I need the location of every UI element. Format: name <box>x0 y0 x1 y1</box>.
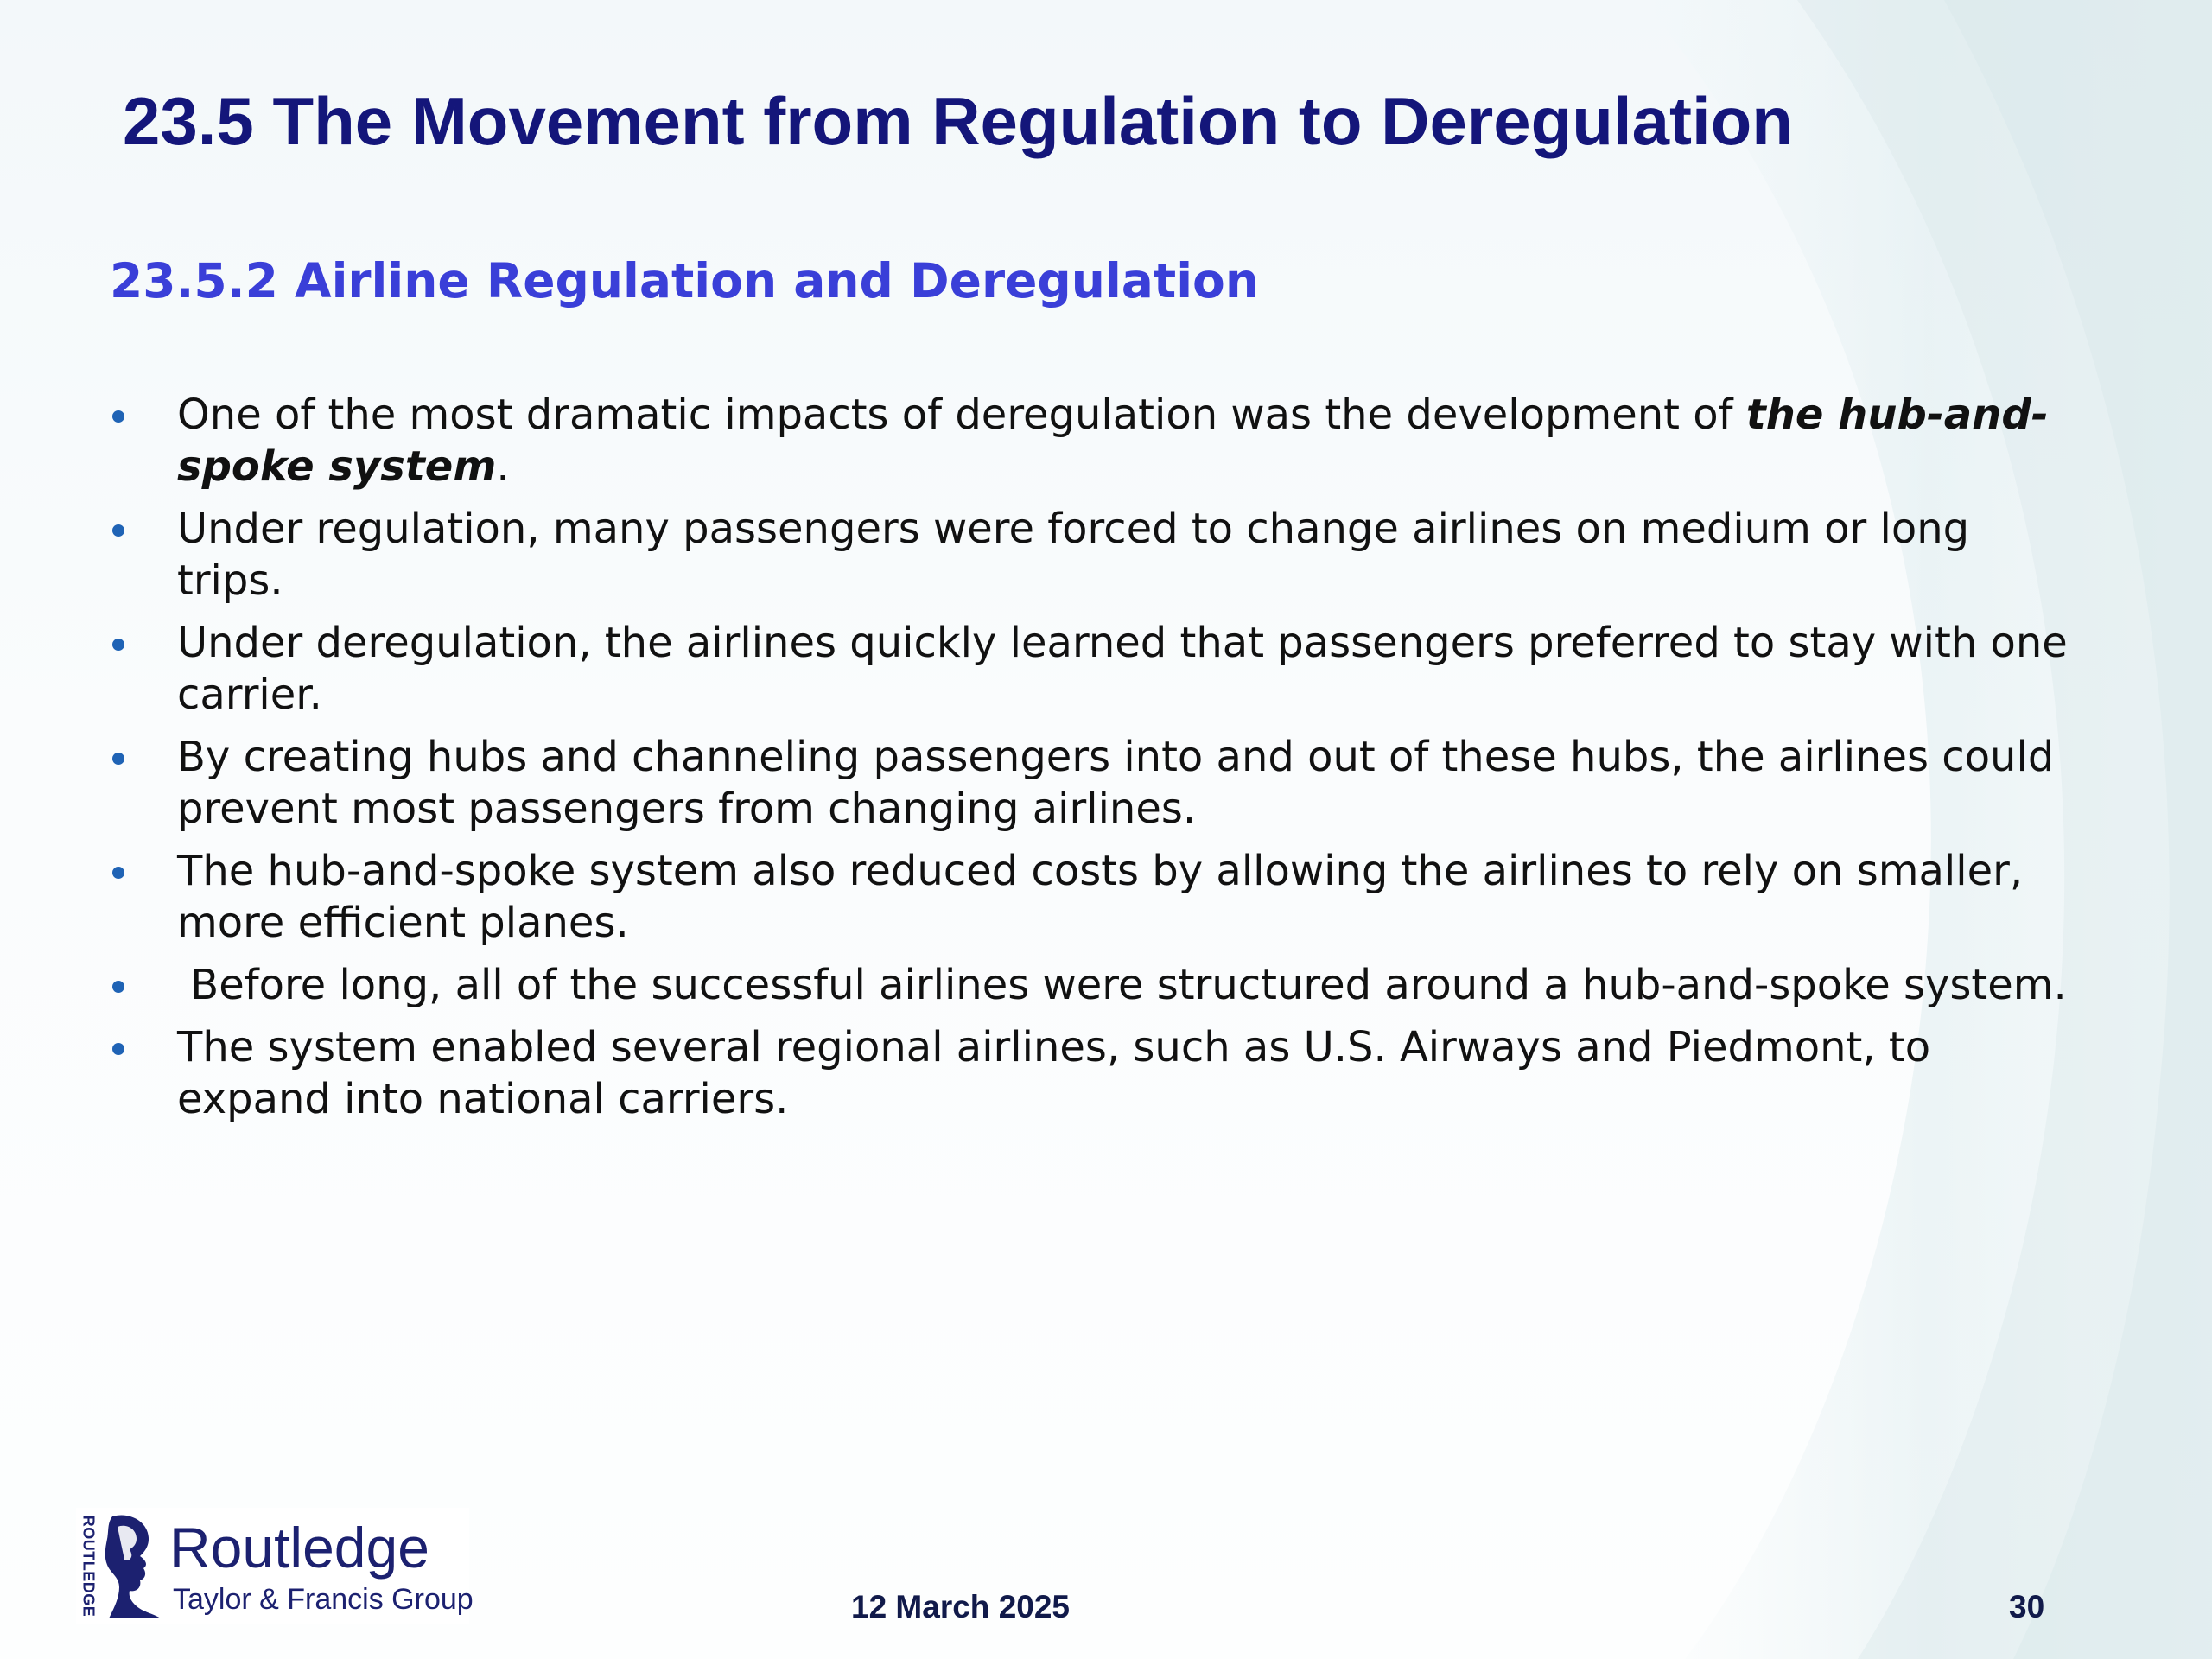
bullet-dot-icon <box>112 867 124 879</box>
bullet-dot-icon <box>112 753 124 765</box>
bullet-item <box>110 959 2080 1011</box>
bullet-text-end: . <box>496 442 510 491</box>
slide-number: 30 <box>2009 1589 2045 1624</box>
routledge-logo <box>76 1508 474 1624</box>
bullet-text: The hub-and-spoke system also reduced costs by allowing the airlines to rely on smaller, more efficient planes. <box>177 847 2024 947</box>
profile-head-icon <box>100 1513 161 1621</box>
bullet-dot-icon <box>112 981 124 993</box>
bullet-text: Before long, all of the successful airlines were structured around a hub-and-spoke system. <box>177 961 2067 1009</box>
slide-title: 23.5 The Movement from Regulation to Deregulation <box>123 83 1793 159</box>
bullet-item <box>110 731 2080 835</box>
bullet-item <box>110 617 2080 721</box>
bullet-item <box>110 389 2080 493</box>
slide-date: 12 March 2025 <box>851 1589 1071 1624</box>
logo-side-label: ROUTLEDGE <box>79 1515 98 1618</box>
bullet-item <box>110 503 2080 607</box>
bullet-dot-icon <box>112 639 124 651</box>
bullet-text: Under deregulation, the airlines quickly learned that passengers preferred to stay with one carrier. <box>177 619 2068 719</box>
section-subtitle: 23.5.2 Airline Regulation and Deregulation <box>110 253 1259 308</box>
bullet-text: One of the most dramatic impacts of deregulation was the development of <box>177 391 1746 439</box>
bullet-emphasis: the hub-and-spoke system <box>177 391 2049 491</box>
bullet-dot-icon <box>112 524 124 537</box>
bullet-text: The system enabled several regional airlines, such as U.S. Airways and Piedmont, to expand into national carriers. <box>177 1023 1931 1123</box>
bullet-text: By creating hubs and channeling passengers into and out of these hubs, the airlines could prevent most passengers from changing airlines. <box>177 733 2055 833</box>
logo-wordmark: Routledge <box>169 1516 429 1580</box>
bullet-dot-icon <box>112 1043 124 1055</box>
bullet-list <box>110 389 2080 1135</box>
logo-side-text <box>76 1508 100 1624</box>
bullet-dot-icon <box>112 410 124 423</box>
logo-tagline: Taylor & Francis Group <box>173 1583 474 1616</box>
bullet-item <box>110 845 2080 949</box>
bullet-item <box>110 1021 2080 1125</box>
bullet-text: Under regulation, many passengers were forced to change airlines on medium or long trips. <box>177 505 1970 605</box>
